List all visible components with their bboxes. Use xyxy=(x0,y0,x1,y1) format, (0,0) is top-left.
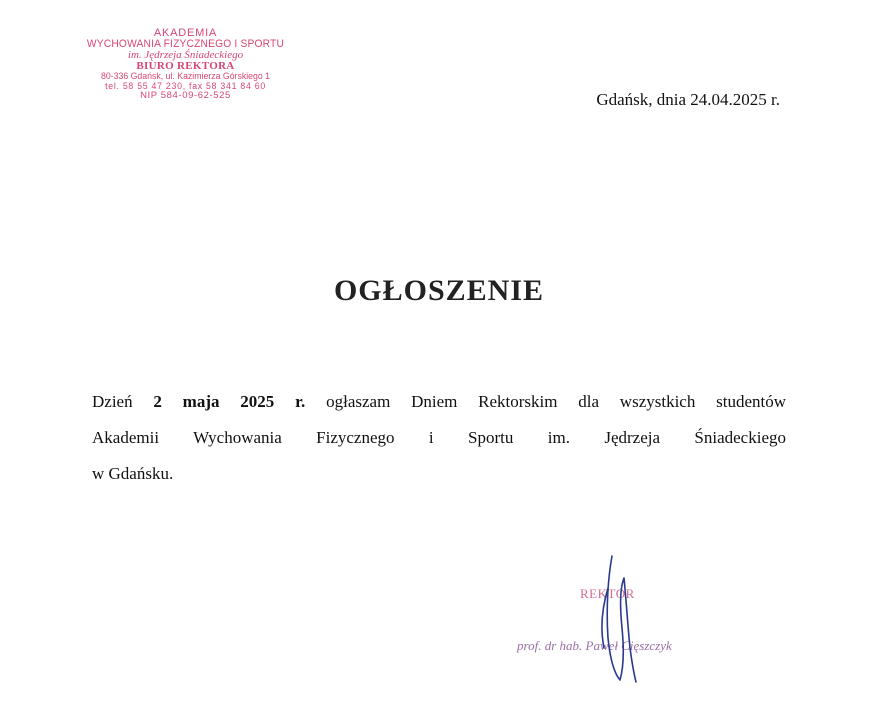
stamp-line: 80-336 Gdańsk, ul. Kazimierza Górskiego 1 xyxy=(100,71,271,82)
signatory-name: prof. dr hab. Paweł Cięszczyk xyxy=(517,638,672,653)
highlighted-date: 2 maja 2025 r. xyxy=(153,392,306,411)
stamp-line: AKADEMIA xyxy=(153,27,218,39)
stamp-line: im. Jędrzeja Śniadeckiego xyxy=(127,49,244,61)
institution-stamp xyxy=(58,28,313,101)
stamp-line: NIP 584-09-62-525 xyxy=(140,90,231,101)
body-line: Dzień 2 maja 2025 r. ogłaszam Dniem Rektorskim dla wszystkich studentów xyxy=(92,392,787,411)
body-line: w Gdańsku. xyxy=(92,464,174,483)
announcement-body xyxy=(92,384,786,492)
stamp-line: tel. 58 55 47 230, fax 58 341 84 60 xyxy=(105,80,266,92)
body-line: Akademii Wychowania Fizycznego i Sportu im. Jędrzeja Śniadeckiego xyxy=(92,428,786,447)
handwritten-signature xyxy=(590,548,650,686)
stamp-line: BIURO REKTORA xyxy=(136,60,235,72)
stamp-line: WYCHOWANIA FIZYCZNEGO I SPORTU xyxy=(86,38,285,50)
signature-title: REKTOR xyxy=(580,586,635,601)
document-title: OGŁOSZENIE xyxy=(333,274,545,307)
document-date: Gdańsk, dnia 24.04.2025 r. xyxy=(596,90,780,109)
